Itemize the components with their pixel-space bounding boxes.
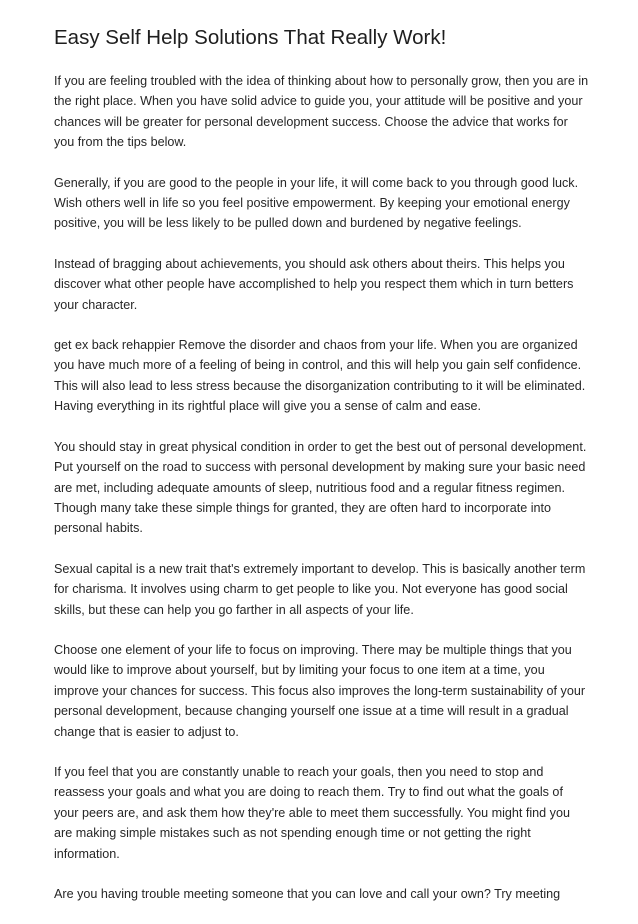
- paragraph-2: Generally, if you are good to the people in your life, it will come back to you through good luck. Wish others well in life so you feel positive empowerment. By keeping your emotional energy positive, you will be less likely to be pulled down and burdened by negative feelings.: [54, 175, 579, 231]
- paragraph-7: Choose one element of your life to focus on improving. There may be multiple things that you would like to improve about yourself, but by limiting your focus to one item at a time, you improve your chances for success. This focus also improves the long-term sustainability of your personal development, because changing yourself one issue at a time will result in a gradual change that is easier to adjust to.: [54, 642, 586, 739]
- paragraph-3: Instead of bragging about achievements, you should ask others about theirs. This helps you discover what other people have accomplished to help you respect them which in turn betters your character.: [54, 256, 574, 312]
- paragraph-4: get ex back rehappier Remove the disorder and chaos from your life. When you are organized you have much more of a feeling of being in control, and this will help you gain self confidence. This will also lead to less stress because the disorganization contributing to it will be eliminated. Having everything in its rightful place will give you a sense of calm and ease.: [54, 338, 586, 414]
- paragraph-8: If you feel that you are constantly unable to reach your goals, then you need to stop and reassess your goals and what you are doing to reach them. Try to find out what the goals of your peers are, and ask them how they're able to meet them successfully. You might find you are making simple mistakes such as not spending enough time or not getting the right information.: [54, 764, 570, 861]
- paragraph-9: Are you having trouble meeting someone that you can love and call your own? Try meeting: [54, 887, 561, 901]
- document-page: [54, 24, 590, 924]
- document-title: Easy Self Help Solutions That Really Work!: [54, 26, 447, 49]
- paragraph-1: If you are feeling troubled with the idea of thinking about how to personally grow, then you are in the right place. When you have solid advice to guide you, your attitude will be positive and your chances will be greater for personal development success. Choose the advice that works for you from the tips below.: [54, 74, 589, 150]
- paragraph-5: You should stay in great physical condition in order to get the best out of personal development. Put yourself on the road to success with personal development by making sure your basic need are met, including adequate amounts of sleep, nutritious food and a regular fitness regimen. Though many take these simple things for granted, they are often hard to incorporate into personal habits.: [54, 439, 587, 536]
- paragraph-6: Sexual capital is a new trait that's extremely important to develop. This is basically another term for charisma. It involves using charm to get people to like you. Not everyone has good social skills, but these can help you go farther in all aspects of your life.: [54, 561, 586, 617]
